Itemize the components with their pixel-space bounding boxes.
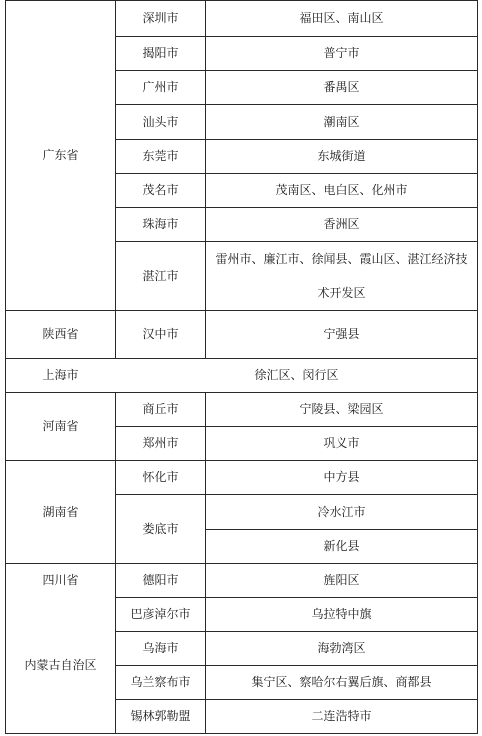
district-cell: 中方县 xyxy=(323,470,360,484)
district-cell: 徐汇区、闵行区 xyxy=(254,368,339,382)
city-cell: 乌海市 xyxy=(142,641,179,655)
city-cell: 怀化市 xyxy=(142,470,179,484)
district-cell: 番禺区 xyxy=(323,80,360,94)
city-cell: 巴彦淖尔市 xyxy=(130,607,191,621)
province-cell: 河南省 xyxy=(42,419,79,433)
province-cell: 陕西省 xyxy=(42,327,79,341)
province-cell: 上海市 xyxy=(42,368,79,382)
district-cell: 集宁区、察哈尔右翼后旗、商都县 xyxy=(251,675,432,689)
district-cell: 巩义市 xyxy=(323,436,360,450)
district-cell: 香洲区 xyxy=(323,217,360,231)
district-cell: 福田区、南山区 xyxy=(299,11,384,25)
province-cell: 湖南省 xyxy=(42,504,79,519)
district-cell: 二连浩特市 xyxy=(311,709,372,723)
city-cell: 深圳市 xyxy=(142,11,179,25)
district-cell: 潮南区 xyxy=(323,114,360,129)
province-cell: 内蒙古自治区 xyxy=(24,658,97,672)
city-cell: 锡林郭勒盟 xyxy=(130,709,191,723)
province-cell: 四川省 xyxy=(42,573,79,587)
city-cell: 东莞市 xyxy=(142,149,179,163)
city-cell: 珠海市 xyxy=(142,217,179,231)
city-cell: 汉中市 xyxy=(142,327,179,341)
district-cell: 旌阳区 xyxy=(323,573,360,587)
district-cell: 冷水江市 xyxy=(317,504,366,519)
district-cell: 东城街道 xyxy=(317,149,366,163)
city-cell: 德阳市 xyxy=(142,573,179,587)
city-cell: 揭阳市 xyxy=(142,46,179,60)
city-cell: 汕头市 xyxy=(142,114,179,129)
district-cell: 宁陵县、梁园区 xyxy=(299,402,384,416)
district-cell: 新化县 xyxy=(323,539,360,553)
city-cell: 郑州市 xyxy=(142,436,179,450)
city-cell: 茂名市 xyxy=(142,183,179,197)
city-cell: 湛江市 xyxy=(142,268,179,283)
district-cell: 茂南区、电白区、化州市 xyxy=(275,183,408,197)
city-cell: 娄底市 xyxy=(142,521,179,536)
city-cell: 乌兰察布市 xyxy=(130,675,191,689)
district-cell: 普宁市 xyxy=(323,46,360,60)
province-cell: 广东省 xyxy=(42,148,79,162)
district-cell: 海勃湾区 xyxy=(317,641,366,655)
city-cell: 广州市 xyxy=(142,80,179,94)
city-cell: 商丘市 xyxy=(142,402,179,416)
district-cell: 宁强县 xyxy=(323,327,360,341)
district-cell: 雷州市、廉江市、徐闻县、霞山区、湛江经济技术开发区 xyxy=(215,252,468,300)
district-cell: 乌拉特中旗 xyxy=(311,607,372,621)
